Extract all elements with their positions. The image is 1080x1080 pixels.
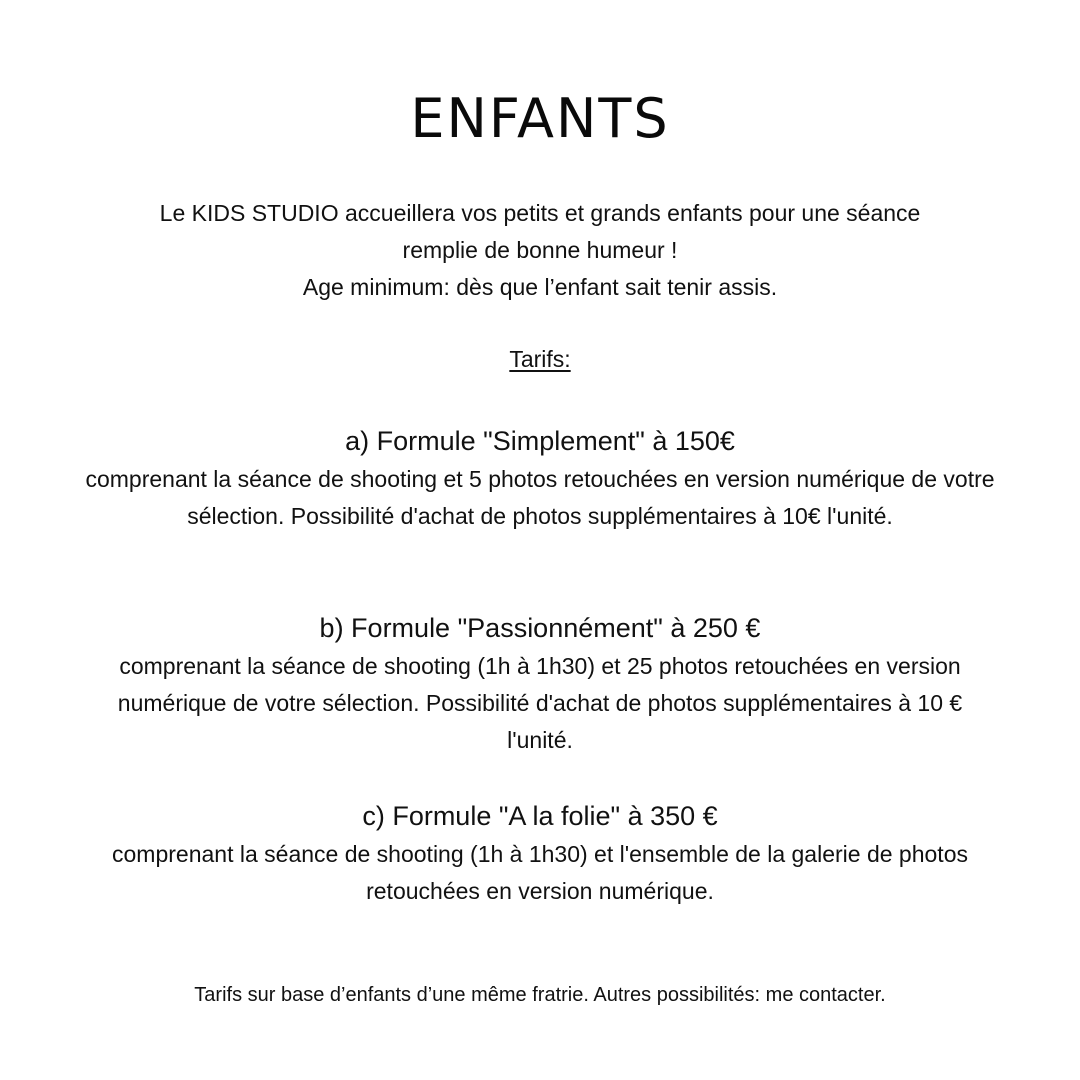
footer-note: Tarifs sur base d’enfants d’une même fratrie. Autres possibilités: me contacter. [194, 984, 886, 1006]
intro-text [60, 195, 1020, 306]
formula-description: comprenant la séance de shooting et 5 photos retouchées en version numérique de votre sélection. Possibilité d'achat de photos supplémentaires à 10€ l'unité. [85, 466, 995, 529]
formula-title: a) Formule "Simplement" à 150€ [345, 426, 735, 456]
formula-description: comprenant la séance de shooting (1h à 1h30) et 25 photos retouchées en version numérique de votre sélection. Possibilité d'achat de photos supplémentaires à 10 € l'unité. [117, 653, 963, 753]
formula-description: comprenant la séance de shooting (1h à 1h30) et l'ensemble de la galerie de photos retouchées en version numérique. [112, 841, 968, 904]
intro-line-welcome: Le KIDS STUDIO accueillera vos petits et grands enfants pour une séance remplie de bonne humeur ! [159, 200, 921, 263]
formula-simplement [60, 421, 1020, 535]
intro-line-age: Age minimum: dès que l’enfant sait tenir assis. [302, 274, 778, 300]
formula-passionnement [60, 608, 1020, 759]
formula-title: b) Formule "Passionnément" à 250 € [319, 613, 761, 643]
formula-title: c) Formule "A la folie" à 350 € [362, 801, 718, 831]
formula-a-la-folie [60, 796, 1020, 910]
tarifs-heading: Tarifs: [509, 346, 571, 372]
page-title: ENFANTS [410, 87, 670, 150]
